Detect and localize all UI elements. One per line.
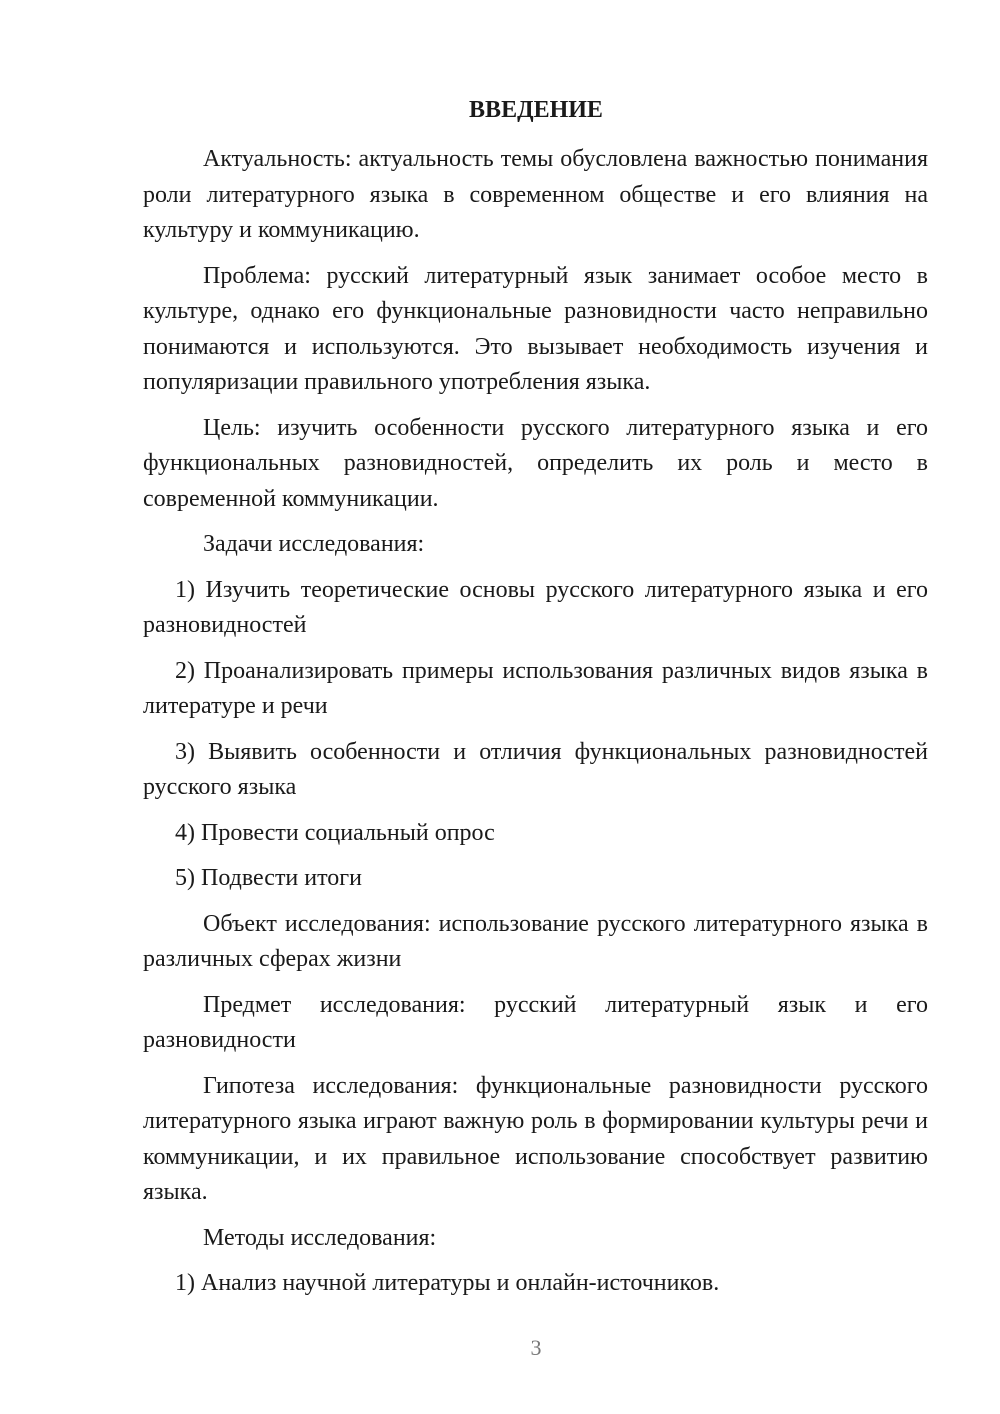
list-item-task-5: 5) Подвести итоги bbox=[175, 865, 362, 891]
list-item-task-3: 3) Выявить особенности и отличия функциональных разновидностей русского языка bbox=[143, 738, 928, 800]
paragraph-subject: Предмет исследования: русский литературный язык и его разновидности bbox=[143, 991, 928, 1053]
page-number: 3 bbox=[530, 1335, 542, 1360]
heading-tasks: Задачи исследования: bbox=[203, 531, 425, 557]
paragraph-goal: Цель: изучить особенности русского литературного языка и его функциональных разновидностей, определить их роль и место в современной коммуникации. bbox=[143, 414, 928, 512]
paragraph-object: Объект исследования: использование русского литературного языка в различных сферах жизни bbox=[143, 910, 928, 972]
paragraph-relevance: Актуальность: актуальность темы обусловлена важностью понимания роли литературного языка в современном обществе и его влияния на культуру и коммуникацию. bbox=[143, 146, 928, 243]
paragraph-hypothesis: Гипотеза исследования: функциональные разновидности русского литературного языка играют важную роль в формировании культуры речи и коммуникации, и их правильное использование способствует развитию языка. bbox=[143, 1072, 928, 1205]
list-item-task-4: 4) Провести социальный опрос bbox=[175, 819, 495, 846]
list-item-task-2: 2) Проанализировать примеры использования различных видов языка в литературе и речи bbox=[143, 657, 928, 719]
list-item-task-1: 1) Изучить теоретические основы русского литературного языка и его разновидностей bbox=[143, 576, 928, 638]
document-body bbox=[143, 142, 928, 1312]
paragraph-problem: Проблема: русский литературный язык занимает особое место в культуре, однако его функциональные разновидности часто неправильно понимаются и используются. Это вызывает необходимость изучения и популяризации правильного употребления языка. bbox=[143, 262, 928, 395]
heading-methods: Методы исследования: bbox=[203, 1224, 437, 1251]
page-title: ВВЕДЕНИЕ bbox=[469, 97, 603, 123]
list-item-method-1: 1) Анализ научной литературы и онлайн-источников. bbox=[175, 1270, 720, 1296]
